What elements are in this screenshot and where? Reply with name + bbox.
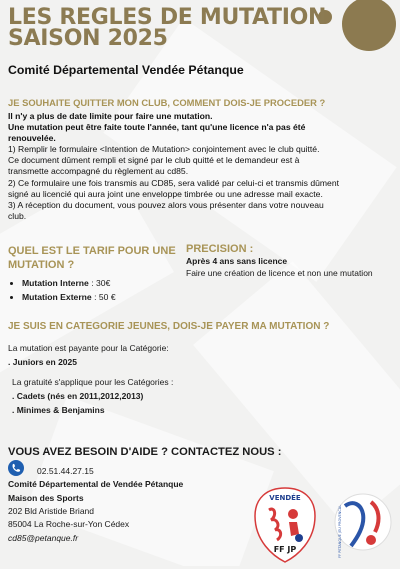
contact-street: 202 Bld Aristide Briand xyxy=(8,506,94,516)
question-jeunes: JE SUIS EN CATEGORIE JEUNES, DOIS-JE PAYER MA MUTATION ? xyxy=(8,321,330,332)
precision-text: Faire une création de licence et non une mutation xyxy=(186,268,373,278)
svg-text:FF PETANQUE JEU PROVENCAL: FF PETANQUE JEU PROVENCAL xyxy=(338,504,342,558)
vendee-ffpjp-logo xyxy=(253,486,317,564)
step-1: 1) Remplir le formulaire <Intention de Mutation> conjointement avec le club quitté. xyxy=(8,144,320,155)
contact-heading: VOUS AVEZ BESOIN D'AIDE ? CONTACTEZ NOUS : xyxy=(8,446,282,458)
free-intro: La gratuité s'applique pour les Catégories : xyxy=(12,377,174,387)
free-category-cadets: . Cadets (nés en 2011,2012,2013) xyxy=(12,391,144,401)
tarif-item: • Mutation Interne : 30€ xyxy=(22,276,116,290)
precision-heading: PRECISION : xyxy=(186,243,254,255)
svg-text:FF JP: FF JP xyxy=(273,545,297,554)
tarif-list xyxy=(8,276,116,304)
paying-category: . Juniors en 2025 xyxy=(8,357,77,367)
contact-city: 85004 La Roche-sur-Yon Cédex xyxy=(8,519,130,529)
step-2: 2) Ce formulaire une fois transmis au CD85, sera validé par celui-ci et transmis dûment xyxy=(8,177,339,188)
contact-email[interactable]: cd85@petanque.fr xyxy=(8,533,79,543)
page-subtitle: Comité Départemental Vendée Pétanque xyxy=(8,63,244,77)
question-leave-club: JE SOUHAITE QUITTER MON CLUB, COMMENT DOIS-JE PROCEDER ? xyxy=(8,97,326,108)
section-leave-club-text: Il n'y a plus de date limite pour faire une mutation. Une mutation peut être faite toute l'année, tant qu'une licence n'a pas été renouvelée. 1) Remplir le formulaire <Intention de Mutation> conjointement avec le club quitté. Ce document dûment rempli et signé par le club quitté et le demandeur est à transmette accompagné du règlement au cd85. 2) Ce formulaire une fois transmis au CD85, sera validé par celui-ci et transmis dûment signé au licencié qui aura joint une enveloppe timbrée ou une adresse mail exacte. 3) A réception du document, vous pouvez alors vous présenter dans votre nouveau club. xyxy=(8,111,396,222)
paying-intro: La mutation est payante pour la Catégorie: xyxy=(8,343,169,353)
step-3: 3) A réception du document, vous pouvez alors vous présenter dans votre nouveau xyxy=(8,199,324,210)
contact-org: Comité Départemental de Vendée Pétanque xyxy=(8,479,184,489)
ff-petanque-logo xyxy=(331,486,395,564)
phone-icon[interactable] xyxy=(8,460,24,476)
precision-bold: Après 4 ans sans licence xyxy=(186,256,288,266)
page-title: LES REGLES DE MUTATION SAISON 2025 xyxy=(8,5,327,51)
free-category-minimes: . Minimes & Benjamins xyxy=(12,405,105,415)
svg-text:VENDÉE: VENDÉE xyxy=(269,494,301,502)
question-tarif: QUEL EST LE TARIF POUR UNE MUTATION ? xyxy=(8,245,176,271)
contact-phone[interactable]: 02.51.44.27.15 xyxy=(37,466,94,476)
contact-place: Maison des Sports xyxy=(8,493,84,503)
tarif-item: • Mutation Externe : 50 € xyxy=(22,290,116,304)
